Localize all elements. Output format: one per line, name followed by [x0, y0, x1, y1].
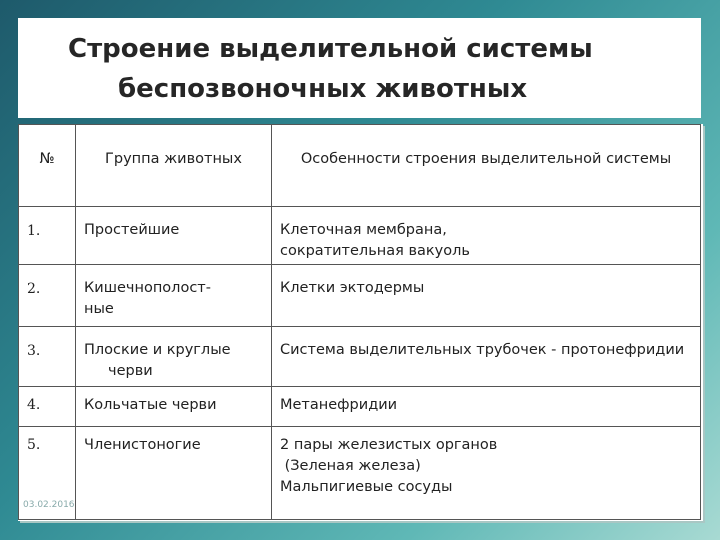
page-title-line-1: Строение выделительной системы — [68, 34, 593, 64]
row-number: 2. — [19, 265, 76, 327]
excretory-system-table — [18, 124, 701, 520]
header-group: Группа животных — [76, 125, 272, 207]
slide-date: 03.02.2016 — [23, 500, 75, 510]
row-group: Простейшие — [76, 207, 272, 265]
page-title-line-2: беспозвоночных животных — [118, 74, 528, 104]
table-row — [19, 207, 701, 265]
table-row — [19, 427, 701, 520]
row-number: 5. — [19, 427, 76, 520]
header-features: Особенности строения выделительной системы — [272, 125, 701, 207]
table-row — [19, 265, 701, 327]
table-container — [18, 124, 703, 521]
row-features: Клеточная мембрана, сократительная вакуоль — [272, 207, 701, 265]
table-row — [19, 387, 701, 427]
row-number: 1. — [19, 207, 76, 265]
row-features: Система выделительных трубочек - протонефридии — [272, 327, 701, 387]
row-group: Членистоногие — [76, 427, 272, 520]
row-number: 4. — [19, 387, 76, 427]
table-row — [19, 327, 701, 387]
title-box — [18, 18, 701, 118]
row-features: Клетки эктодермы — [272, 265, 701, 327]
row-group: Кольчатые черви — [76, 387, 272, 427]
header-number: № — [19, 125, 76, 207]
row-features: 2 пары железистых органов (Зеленая железа) Мальпигиевые сосуды — [272, 427, 701, 520]
row-group: Кишечнополост- ные — [76, 265, 272, 327]
row-group: Плоские и круглые черви — [76, 327, 272, 387]
table-header-row — [19, 125, 701, 207]
row-number: 3. — [19, 327, 76, 387]
row-features: Метанефридии — [272, 387, 701, 427]
